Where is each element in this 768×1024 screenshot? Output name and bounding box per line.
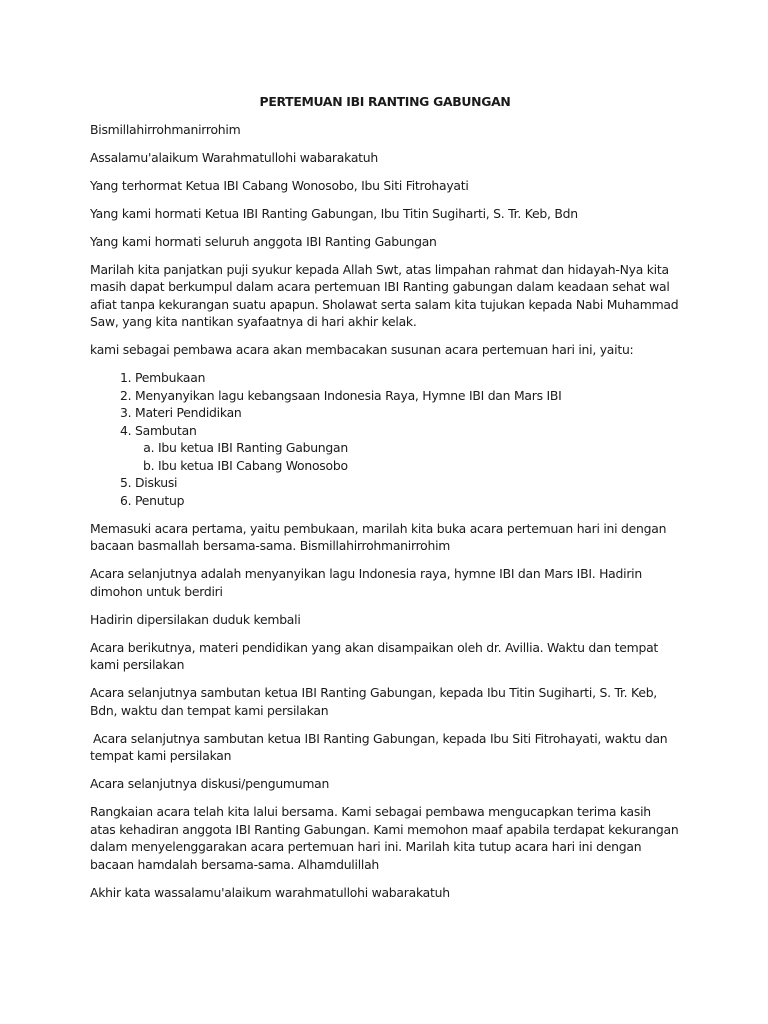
- agenda-subitem: b. Ibu ketua IBI Cabang Wonosobo: [158, 457, 680, 475]
- paragraph-susunan-intro: kami sebagai pembawa acara akan membacakan susunan acara pertemuan hari ini, yaitu:: [90, 342, 634, 357]
- agenda-item-label: Sambutan: [135, 422, 197, 438]
- paragraph-duduk: Hadirin dipersilakan duduk kembali: [90, 611, 301, 627]
- paragraph-pembukaan: Memasuki acara pertama, yaitu pembukaan, marilah kita buka acara pertemuan hari ini dengan bacaan basmallah bersama-sama. Bismillahirrohmanirrohim: [90, 520, 667, 553]
- paragraph-greeting-ranting: Yang kami hormati Ketua IBI Ranting Gabungan, Ibu Titin Sugiharti, S. Tr. Keb, Bdn: [90, 205, 578, 221]
- document-page: [90, 93, 680, 912]
- paragraph-akhir-kata: Akhir kata wassalamu'alaikum warahmatullohi wabarakatuh: [90, 884, 450, 900]
- agenda-subitem: a. Ibu ketua IBI Ranting Gabungan: [158, 439, 680, 457]
- paragraph-materi: Acara berikutnya, materi pendidikan yang akan disampaikan oleh dr. Avillia. Waktu dan tempat kami persilakan: [90, 639, 659, 672]
- paragraph-greeting-anggota: Yang kami hormati seluruh anggota IBI Ranting Gabungan: [90, 233, 437, 249]
- paragraph-diskusi: Acara selanjutnya diskusi/pengumuman: [90, 776, 330, 791]
- document-title: PERTEMUAN IBI RANTING GABUNGAN: [259, 94, 511, 109]
- agenda-item-sambutan: [135, 422, 680, 475]
- agenda-item: 1. Pembukaan: [135, 369, 680, 387]
- agenda-sublist: [135, 439, 680, 474]
- paragraph-greeting-cabang: Yang terhormat Ketua IBI Cabang Wonosobo, Ibu Siti Fitrohayati: [90, 177, 469, 193]
- agenda-item: 5. Diskusi: [135, 474, 680, 492]
- paragraph-sambutan-ranting: Acara selanjutnya sambutan ketua IBI Ranting Gabungan, kepada Ibu Titin Sugiharti, S. Tr. Keb, Bdn, waktu dan tempat kami persilakan: [90, 685, 657, 718]
- agenda-item: 3. Materi Pendidikan: [135, 404, 680, 422]
- paragraph-sambutan-cabang: Acara selanjutnya sambutan ketua IBI Ranting Gabungan, kepada Ibu Siti Fitrohayati, waktu dan tempat kami persilakan: [90, 730, 668, 763]
- agenda-item: 6. Penutup: [135, 492, 680, 510]
- paragraph-penutup: Rangkaian acara telah kita lalui bersama. Kami sebagai pembawa mengucapkan terima kasih atas kehadiran anggota IBI Ranting Gabungan. Kami memohon maaf apabila terdapat kekurangan dalam menyelenggarakan acara pertemuan hari ini. Marilah kita tutup acara hari ini dengan bacaan hamdalah bersama-sama. Alhamdulillah: [90, 804, 679, 872]
- paragraph-salam: Assalamu'alaikum Warahmatullohi wabarakatuh: [90, 149, 378, 165]
- agenda-item: 2. Menyanyikan lagu kebangsaan Indonesia Raya, Hymne IBI dan Mars IBI: [135, 387, 680, 405]
- paragraph-puji-syukur: Marilah kita panjatkan puji syukur kepada Allah Swt, atas limpahan rahmat dan hidayah-Nya kita masih dapat berkumpul dalam acara pertemuan IBI Ranting gabungan dalam keadaan sehat wal afiat tanpa kekurangan suatu apapun. Sholawat serta salam kita tujukan kepada Nabi Muhammad Saw, yang kita nantikan syafaatnya di hari akhir kelak.: [90, 261, 679, 329]
- agenda-list: [90, 369, 680, 509]
- paragraph-lagu: Acara selanjutnya adalah menyanyikan lagu Indonesia raya, hymne IBI dan Mars IBI. Hadirin dimohon untuk berdiri: [90, 566, 642, 599]
- paragraph-basmalah: Bismillahirrohmanirrohim: [90, 121, 241, 137]
